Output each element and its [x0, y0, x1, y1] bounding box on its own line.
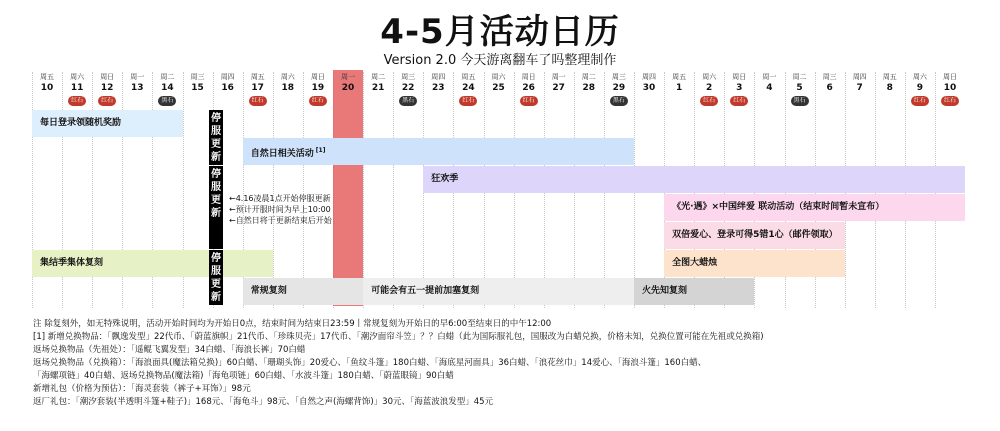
maintenance-note-line: ←自然日将于更新结束后开始 [229, 216, 332, 225]
day-number: 13 [131, 83, 144, 93]
footnote-line: 返场兑换物品（兑换箱）：「海浪面具(魔法箱兑换)」60白蜡、「珊瑚头饰」20爱心、「鱼纹斗篷」180白蜡、「海底星河面具」36白蜡、「浪花丝巾」14爱心、「海浪斗篷」160白蜡、 [33, 358, 707, 368]
day-number: 14 [161, 83, 174, 93]
event-bar[interactable] [32, 110, 183, 137]
day-number: 10 [943, 83, 957, 93]
weekday-label: 周日 [943, 73, 957, 81]
day-number: 7 [856, 83, 863, 93]
weekday-label: 周六 [702, 73, 717, 81]
maintenance-char: 服 [211, 126, 221, 137]
stone-badge: 黑石 [791, 96, 809, 106]
weekday-label: 周六 [912, 73, 927, 81]
event-label: 常规复刻 [250, 286, 287, 296]
maintenance-note [229, 193, 332, 226]
day-number: 9 [916, 83, 924, 93]
maintenance-block [209, 250, 223, 305]
event-label: 每日登录领随机奖励 [40, 118, 122, 128]
day-number: 1 [675, 83, 683, 93]
maintenance-char: 停 [211, 253, 221, 264]
weekday-label: 周三 [401, 73, 416, 81]
event-label: 自然日相关活动 [250, 149, 314, 159]
event-label: 集结季集体复刻 [40, 258, 104, 268]
day-number: 18 [281, 83, 295, 93]
stone-badge: 红石 [68, 96, 86, 106]
weekday-label: 周二 [160, 73, 175, 81]
event-bar[interactable] [664, 194, 965, 221]
maintenance-block [209, 166, 223, 249]
weekday-label: 周日 [732, 73, 747, 81]
weekday-label: 周四 [852, 73, 867, 81]
day-number: 25 [492, 83, 505, 93]
page-title: 4-5月活动日历 [380, 12, 620, 52]
day-number: 4 [766, 83, 773, 93]
day-number: 2 [706, 83, 713, 93]
stone-badge: 黑石 [610, 96, 628, 106]
weekday-label: 周三 [611, 73, 626, 81]
event-bar[interactable] [423, 166, 965, 193]
weekday-label: 周三 [190, 73, 205, 81]
weekday-label: 周一 [341, 73, 355, 81]
weekday-label: 周四 [431, 73, 446, 81]
weekday-label: 周日 [521, 73, 536, 81]
day-number: 28 [582, 83, 596, 93]
maintenance-note-line: ←4.16凌晨1点开始停服更新 [229, 194, 331, 203]
day-gridline [393, 72, 394, 308]
stone-badge: 红石 [459, 96, 477, 106]
day-number: 17 [251, 83, 264, 93]
event-label: 火先知复刻 [642, 286, 688, 296]
event-bar[interactable] [243, 278, 363, 305]
day-number: 10 [40, 83, 54, 93]
event-label: 可能会有五一提前加塞复刻 [371, 286, 480, 296]
maintenance-char: 新 [211, 152, 221, 163]
highlight-day-column [333, 70, 363, 306]
event-bar[interactable] [634, 278, 754, 305]
maintenance-char: 服 [211, 182, 221, 193]
event-footnote-ref: [1] [313, 147, 326, 154]
maintenance-char: 停 [211, 169, 221, 180]
stone-badge: 红石 [911, 96, 929, 106]
day-number: 3 [736, 83, 743, 93]
day-gridline [273, 72, 274, 308]
page-subtitle: Version 2.0 今天游离翻车了吗整理制作 [383, 53, 617, 68]
maintenance-char: 停 [211, 113, 221, 124]
day-number: 15 [191, 83, 204, 93]
maintenance-block [209, 110, 223, 165]
weekday-label: 周日 [100, 73, 115, 81]
day-number: 12 [100, 83, 114, 93]
weekday-label: 周三 [822, 73, 837, 81]
maintenance-char: 新 [211, 208, 221, 219]
day-number: 20 [341, 83, 355, 93]
weekday-label: 周二 [792, 73, 807, 81]
stone-badge: 黑石 [158, 96, 176, 106]
day-number: 27 [552, 83, 565, 93]
day-number: 21 [371, 83, 385, 93]
event-bar[interactable] [363, 278, 634, 305]
weekday-label: 周六 [280, 73, 295, 81]
day-gridline [303, 72, 304, 308]
day-number: 22 [401, 83, 415, 93]
day-number: 26 [522, 83, 535, 93]
maintenance-char: 更 [211, 139, 221, 150]
event-bar[interactable] [32, 250, 273, 277]
maintenance-char: 服 [211, 266, 221, 277]
footnote-line: 新增礼包（价格为预估）：「海灵套装（裤子+耳饰）」98元 [33, 384, 251, 394]
event-bar[interactable] [664, 222, 845, 249]
day-number: 30 [642, 83, 656, 93]
footnote-line: 返场兑换物品（先祖处）：「遥鲲飞翼发型」34白蜡、「海浪长裤」70白蜡 [33, 345, 306, 355]
weekday-label: 周一 [130, 73, 145, 81]
event-label: 《光·遇》×中国绊爱 联动活动（结束时间暂未宣布） [672, 202, 885, 212]
stone-badge: 红石 [309, 96, 327, 106]
day-number: 19 [311, 83, 325, 93]
weekday-label: 周二 [371, 73, 386, 81]
footnote-line: [1] 新增兑换物品：「飘逸发型」22代币、「蔚蓝旗帜」21代币、「珍珠贝壳」17代币、「潮汐面帘斗笠」？？白蜡（此为国际服礼包，国服改为白蜡兑换，价格未知，兑换位置可能在先祖或兑换箱) [33, 332, 764, 342]
stone-badge: 红石 [98, 96, 116, 106]
day-number: 5 [796, 83, 803, 93]
day-number: 23 [432, 83, 445, 93]
weekday-label: 周五 [672, 73, 687, 81]
footnote-line: 「海螺项链」40白蜡、返场兑换物品(魔法箱)「海龟项链」60白蜡、「水波斗篷」180白蜡、「蔚蓝眼镜」90白蜡 [33, 371, 454, 381]
weekday-label: 周五 [461, 73, 476, 81]
day-number: 6 [826, 83, 833, 93]
weekday-label: 周一 [551, 73, 566, 81]
event-label: 双倍爱心、登录可得5错1心（邮件领取） [672, 230, 838, 240]
event-label: 全图大蜡烛 [672, 258, 718, 268]
day-number: 16 [221, 83, 234, 93]
event-bar[interactable] [243, 138, 634, 165]
footnotes [33, 318, 764, 409]
footnote-line: 返厂礼包：「潮汐套装(半透明斗篷+鞋子)」168元、「海龟斗」98元、「自然之声(海螺背饰)」30元、「海蓝波浪发型」45元 [33, 397, 494, 407]
day-number: 11 [70, 83, 84, 93]
stone-badge: 黑石 [399, 96, 417, 106]
weekday-label: 周四 [642, 73, 656, 81]
maintenance-char: 更 [211, 195, 221, 206]
weekday-label: 周日 [310, 73, 325, 81]
weekday-label: 周五 [250, 73, 265, 81]
day-number: 8 [886, 83, 893, 93]
maintenance-char: 新 [211, 292, 221, 303]
maintenance-note-line: ←预计开服时间为早上10:00 [229, 205, 331, 214]
stone-badge: 红石 [730, 96, 748, 106]
weekday-label: 周五 [882, 73, 897, 81]
weekday-label: 周五 [40, 73, 54, 81]
footnote-line: 注 除复刻外，如无特殊说明，活动开始时间均为开始日0点，结束时间为结束日23:59丨常规复刻为开始日的早6:00至结束日的中午12:00 [33, 319, 552, 329]
day-number: 29 [612, 83, 626, 93]
weekday-label: 周一 [762, 73, 777, 81]
stone-badge: 红石 [520, 96, 538, 106]
stone-badge: 红石 [700, 96, 718, 106]
day-number: 24 [462, 83, 475, 93]
weekday-label: 周六 [70, 73, 85, 81]
weekday-label: 周二 [581, 73, 596, 81]
event-label: 狂欢季 [431, 174, 459, 184]
stone-badge: 红石 [941, 96, 959, 106]
event-bar[interactable] [664, 250, 845, 277]
weekday-label: 周四 [220, 73, 235, 81]
stone-badge: 红石 [249, 96, 267, 106]
day-gridline [363, 72, 364, 308]
maintenance-char: 更 [211, 279, 221, 290]
weekday-label: 周六 [491, 73, 506, 81]
